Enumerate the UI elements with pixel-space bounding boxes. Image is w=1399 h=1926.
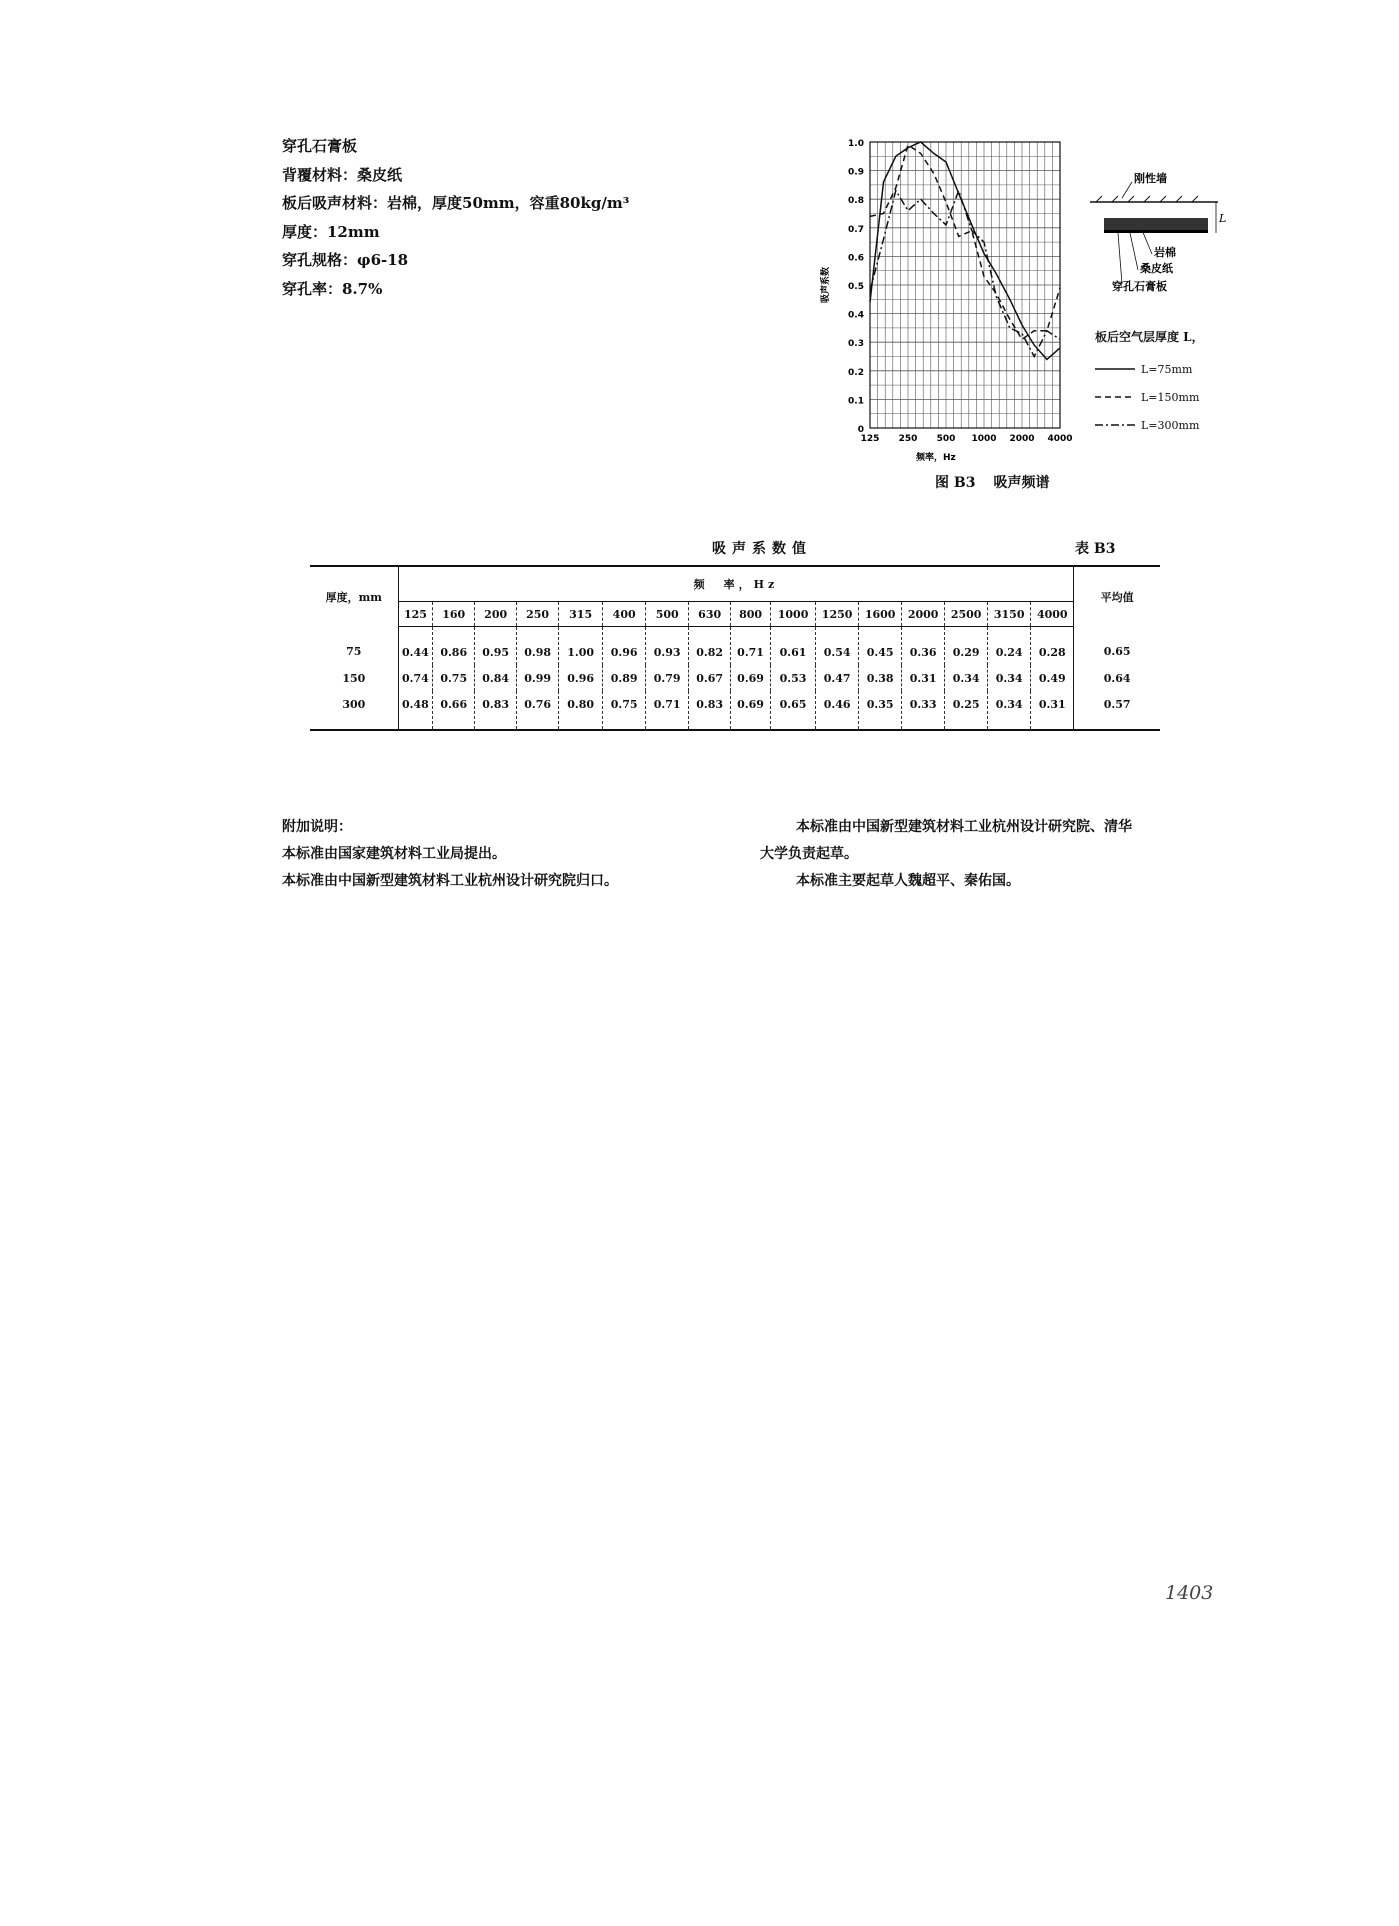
- x-tick-label: 250: [898, 434, 918, 444]
- table-cell: 0.35: [859, 691, 902, 729]
- table-row: [310, 691, 1160, 729]
- freq-col-header: 4000: [1031, 602, 1074, 627]
- table-cell: 1.00: [559, 627, 603, 666]
- x-tick-label: 1000: [971, 434, 997, 444]
- table-cell: 0.83: [475, 691, 517, 729]
- rock-wool-layer: [1104, 218, 1208, 230]
- table-cell: 0.36: [902, 627, 945, 666]
- table-cell: 0.71: [731, 627, 771, 666]
- table-cell: 0.49: [1031, 665, 1074, 691]
- freq-col-header: 2000: [902, 602, 945, 627]
- freq-col-header: 630: [689, 602, 731, 627]
- chart-legend: [1095, 328, 1204, 439]
- legend-swatch-dashed: [1095, 394, 1137, 400]
- notes-line-4: 本标准主要起草人魏超平、秦佑国。: [796, 873, 1020, 889]
- absorption-table: [310, 567, 1160, 729]
- notes-line-3b: 大学负责起草。: [760, 846, 858, 862]
- figure-caption: [935, 472, 1049, 492]
- legend-item-300: [1095, 411, 1204, 439]
- freq-col-header: 1600: [859, 602, 902, 627]
- row-average: 0.64: [1074, 665, 1160, 691]
- table-cell: 0.95: [475, 627, 517, 666]
- table-cell: 0.45: [859, 627, 902, 666]
- y-tick-label: 0: [857, 425, 864, 435]
- series-line-dashdot: [870, 191, 1060, 357]
- table-cell: 0.66: [433, 691, 475, 729]
- freq-header: 频 率，Hz: [398, 567, 1074, 602]
- freq-col-header: 250: [517, 602, 559, 627]
- table-cell: 0.61: [771, 627, 816, 666]
- table-cell: 0.34: [988, 691, 1031, 729]
- freq-col-header: 3150: [988, 602, 1031, 627]
- table-cell: 0.83: [689, 691, 731, 729]
- freq-col-header: 315: [559, 602, 603, 627]
- board-layer: [1104, 230, 1208, 233]
- x-tick-label: 2000: [1009, 434, 1035, 444]
- legend-item-75: [1095, 355, 1204, 383]
- series-line-solid: [870, 142, 1060, 359]
- legend-label-300: L=300mm: [1141, 418, 1200, 432]
- table-cell: 0.71: [646, 691, 689, 729]
- freq-col-header: 125: [398, 602, 433, 627]
- y-tick-label: 0.8: [848, 196, 864, 207]
- freq-col-header: 1250: [816, 602, 859, 627]
- notes-line-3a: 本标准由中国新型建筑材料工业杭州设计研究院、清华: [796, 819, 1132, 835]
- spec-thickness: 厚度：12mm: [282, 222, 380, 241]
- row-thickness: 300: [342, 697, 366, 711]
- spec-ratio: 穿孔率：8.7%: [282, 279, 383, 298]
- notes-left: [282, 814, 618, 895]
- y-axis-label: 吸声系数: [821, 266, 831, 304]
- table-cell: 0.82: [689, 627, 731, 666]
- legend-label-150: L=150mm: [1141, 390, 1200, 404]
- freq-col-header: 200: [475, 602, 517, 627]
- table-row: [310, 665, 1160, 691]
- table-cell: 0.86: [433, 627, 475, 666]
- absorption-chart: [770, 130, 1073, 470]
- page-number: 1403: [1165, 1582, 1214, 1604]
- table-cell: 0.69: [731, 665, 771, 691]
- legend-title: 板后空气层厚度 L，: [1095, 330, 1204, 344]
- y-tick-label: 0.2: [848, 367, 864, 378]
- table-cell: 0.74: [398, 665, 433, 691]
- table-cell: 0.67: [689, 665, 731, 691]
- legend-swatch-dashdot: [1095, 422, 1137, 428]
- paper-leader: [1130, 233, 1138, 270]
- notes-line-1: 本标准由国家建筑材料工业局提出。: [282, 846, 506, 862]
- row-thickness: 150: [342, 671, 366, 685]
- freq-col-header: 800: [731, 602, 771, 627]
- table-cell: 0.65: [771, 691, 816, 729]
- rigid-wall-label: 刚性墙: [1134, 172, 1167, 185]
- spec-perforation: 穿孔规格：φ6-18: [282, 251, 409, 269]
- freq-col-header: 2500: [945, 602, 988, 627]
- row-average: 0.57: [1074, 691, 1160, 729]
- freq-row: [310, 602, 1160, 627]
- notes-line-2: 本标准由中国新型建筑材料工业杭州设计研究院归口。: [282, 873, 618, 889]
- table-cell: 0.75: [433, 665, 475, 691]
- table-cell: 0.44: [398, 627, 433, 666]
- legend-label-75: L=75mm: [1141, 362, 1193, 376]
- y-tick-label: 0.3: [848, 339, 864, 350]
- y-tick-label: 1.0: [848, 139, 864, 149]
- table-title: 吸声系数值: [712, 541, 812, 557]
- spec-name: 穿孔石膏板: [282, 137, 358, 155]
- notes-right: [760, 814, 1230, 895]
- x-tick-label: 4000: [1047, 434, 1073, 444]
- x-tick-label: 500: [936, 434, 956, 444]
- table-cell: 0.33: [902, 691, 945, 729]
- y-tick-label: 0.9: [848, 167, 864, 178]
- table-cell: 0.96: [603, 627, 646, 666]
- legend-item-150: [1095, 383, 1204, 411]
- table-cell: 0.31: [902, 665, 945, 691]
- table-cell: 0.46: [816, 691, 859, 729]
- avg-header: 平均值: [1074, 567, 1160, 627]
- freq-col-header: 160: [433, 602, 475, 627]
- spec-backing: 背覆材料：桑皮纸: [282, 165, 403, 184]
- table-cell: 0.28: [1031, 627, 1074, 666]
- wall-hatch: [1096, 196, 1198, 202]
- table-cell: 0.24: [988, 627, 1031, 666]
- table-cell: 0.79: [646, 665, 689, 691]
- row-average: 0.65: [1074, 627, 1160, 666]
- table-cell: 0.84: [475, 665, 517, 691]
- board-label: 穿孔石膏板: [1112, 280, 1167, 293]
- table-cell: 0.89: [603, 665, 646, 691]
- thickness-header: 厚度，mm: [325, 590, 382, 604]
- rock-wool-label: 岩棉: [1154, 246, 1176, 259]
- table-cell: 0.29: [945, 627, 988, 666]
- table-cell: 0.76: [517, 691, 559, 729]
- x-tick-label: 125: [860, 434, 880, 444]
- table-cell: 0.48: [398, 691, 433, 729]
- wool-leader: [1142, 230, 1152, 254]
- dim-label: L: [1219, 212, 1227, 225]
- table-cell: 0.69: [731, 691, 771, 729]
- table-body: [310, 627, 1160, 730]
- wall-leader: [1122, 182, 1132, 198]
- freq-col-header: 500: [646, 602, 689, 627]
- table-cell: 0.47: [816, 665, 859, 691]
- table-cell: 0.99: [517, 665, 559, 691]
- table-cell: 0.34: [988, 665, 1031, 691]
- construction-diagram: [1082, 158, 1232, 298]
- table-cell: 0.31: [1031, 691, 1074, 729]
- freq-col-header: 1000: [771, 602, 816, 627]
- absorption-table-wrap: [310, 565, 1160, 731]
- y-tick-label: 0.7: [848, 224, 864, 235]
- y-tick-label: 0.6: [848, 253, 864, 264]
- table-cell: 0.53: [771, 665, 816, 691]
- freq-col-header: 400: [603, 602, 646, 627]
- legend-swatch-solid: [1095, 366, 1137, 372]
- row-thickness: 75: [346, 645, 362, 659]
- table-cell: 0.75: [603, 691, 646, 729]
- y-tick-label: 0.4: [848, 310, 864, 321]
- table-number: 表 B3: [1075, 541, 1116, 557]
- notes-heading: 附加说明：: [282, 819, 352, 835]
- x-axis-label: 频率，Hz: [916, 453, 956, 463]
- table-cell: 0.25: [945, 691, 988, 729]
- y-tick-label: 0.1: [848, 396, 864, 407]
- paper-label: 桑皮纸: [1140, 262, 1173, 275]
- table-cell: 0.34: [945, 665, 988, 691]
- figure-title: 吸声频谱: [993, 475, 1050, 491]
- table-cell: 0.93: [646, 627, 689, 666]
- board-leader: [1118, 233, 1122, 284]
- y-tick-label: 0.5: [848, 282, 864, 292]
- table-cell: 0.98: [517, 627, 559, 666]
- table-cell: 0.38: [859, 665, 902, 691]
- table-cell: 0.54: [816, 627, 859, 666]
- table-cell: 0.96: [559, 665, 603, 691]
- material-spec: [282, 132, 629, 303]
- figure-label: 图 B3: [935, 475, 976, 491]
- spec-absorber: 板后吸声材料：岩棉，厚度50mm，容重80kg/m³: [282, 194, 630, 212]
- table-row: [310, 627, 1160, 666]
- table-cell: 0.80: [559, 691, 603, 729]
